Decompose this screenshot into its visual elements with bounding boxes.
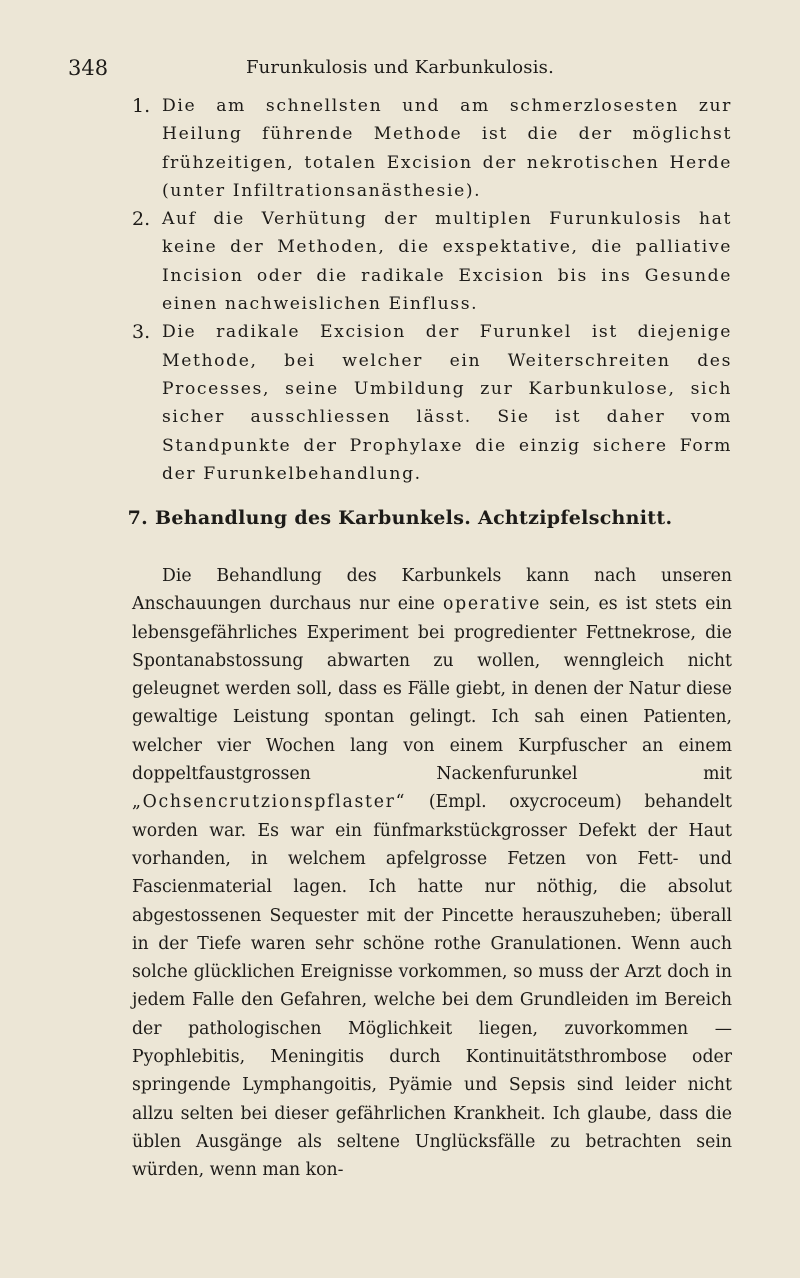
section-heading: 7. Behandlung des Karbunkels. Achtzipfelschnitt. [127,507,673,529]
list-item-number: 3. [132,321,151,344]
paragraph-text: (Empl. oxycroceum) behandelt worden war. Es war ein fünfmarkstückgrosser Defekt der Haut vorhanden, in welchem apfelgrosse Fetzen von Fett- und Fascienmaterial lagen. Ich hatte nur nöthig, die absolut abgestossenen Sequester mit der Pincette herauszuheben; überall in der Tiefe waren sehr schöne rothe Granulationen. Wenn auch solche glücklichen Ereignisse vorkommen, so muss der Arzt doch in jedem Falle den Gefahren, welche bei dem Grundleiden im Bereich der pathologischen Möglichkeit liegen, zuvorkommen — Pyophlebitis, Meningitis durch Kontinuitätsthrombose oder springende Lymphangoitis, Pyämie und Sepsis sind leider nicht allzu selten bei dieser gefährlichen Krankheit. Ich glaube, dass die üblen Ausgänge als seltene Unglücksfälle zu betrachten sein würden, wenn man kon- [132,792,732,1181]
list-item-number: 2. [132,208,151,231]
list-item-text: Auf die Verhütung der multiplen Furunkulosis hat keine der Methoden, die exspektative, die palliative Incision oder die radikale Excision bis ins Gesunde einen nachweislichen Einfluss. [162,209,732,315]
list-item [132,205,732,318]
conclusions-list [132,92,732,488]
page-number: 348 [68,56,109,80]
running-head [68,56,732,80]
list-item-text: Die radikale Excision der Furunkel ist diejenige Methode, bei welcher ein Weiterschreiten des Processes, seine Umbildung zur Karbunkulose, sich sicher ausschliessen lässt. Sie ist daher vom Standpunkte der Prophylaxe die einzig sichere Form der Furunkelbehandlung. [162,322,732,484]
list-item-number: 1. [132,95,151,117]
emphasized-term: „Ochsencrutzionspflaster“ [132,792,407,813]
list-item [132,318,732,488]
paragraph-text: sein, es ist stets ein lebensgefährliches Experiment bei progredienter Fettnekrose, die Spontanabstossung abwarten zu wollen, wenngleich nicht geleugnet werden soll, dass es Fälle giebt, in denen der Natur diese gewaltige Leistung spontan gelingt. Ich sah einen Patienten, welcher vier Wochen lang von einem Kurpfuscher an einem doppeltfaustgrossen Nackenfurunkel mit [132,594,732,785]
list-item-text: Die am schnellsten und am schmerzlosesten zur Heilung führende Methode ist die der möglichst frühzeitigen, totalen Excision der nekrotischen Herde (unter Infiltrationsanästhesie). [162,96,732,201]
running-title: Furunkulosis und Karbunkulosis. [245,57,555,78]
paragraph-text: Die Behandlung des Karbunkels kann nach unseren Anschauungen durchaus nur eine [132,566,732,615]
emphasized-term: operative [443,594,542,615]
body-paragraph [132,562,732,1185]
list-item [132,92,732,205]
